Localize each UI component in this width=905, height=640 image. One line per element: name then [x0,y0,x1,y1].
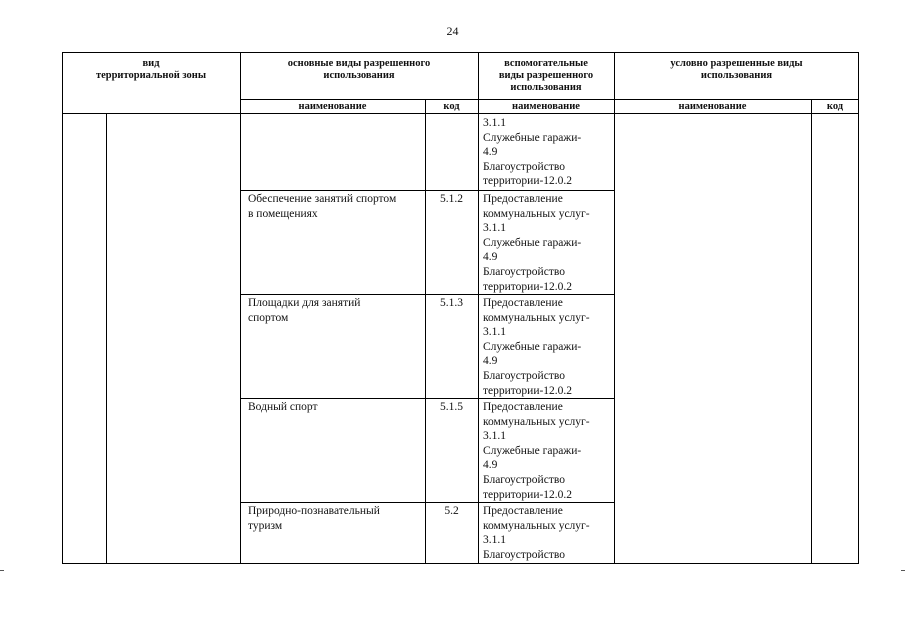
main-name-cell: Площадки для занятий спортом [248,297,361,324]
aux-cell: 3.1.1 Служебные гаражи- 4.9 Благоустройство территории-12.0.2 [483,117,582,188]
table-border-right [858,52,859,564]
table-border-left [62,52,63,564]
col-divider-cond-code [811,99,812,564]
aux-cell: Предоставление коммунальных услуг- 3.1.1 Служебные гаражи- 4.9 Благоустройство территории-12.0.2 [483,193,590,293]
col-divider-main [240,52,241,564]
header-aux: вспомогательные виды разрешенного использования [498,58,594,93]
header-cond-code: код [826,101,844,112]
main-code-cell: 5.1.2 [440,193,463,205]
header-bottom [62,113,859,114]
header-main-name: наименование [298,101,367,112]
row-separator [240,190,615,191]
main-code-cell: 5.2 [444,505,459,517]
aux-cell: Предоставление коммунальных услуг- 3.1.1 Служебные гаражи- 4.9 Благоустройство территории-12.0.2 [483,401,590,501]
table-border-bottom [62,563,859,564]
table-border-top [62,52,859,53]
aux-cell: Предоставление коммунальных услуг- 3.1.1 Благоустройство [483,505,590,561]
col-divider-cond [614,52,615,564]
header-zone: вид территориальной зоны [95,58,207,81]
header-main-code: код [443,101,460,112]
scan-edge-mark [901,570,905,571]
main-code-cell: 5.1.3 [440,297,463,309]
page-number: 24 [446,24,459,38]
scan-edge-mark [0,570,4,571]
col-divider-main-code [425,99,426,564]
main-name-cell: Водный спорт [248,401,318,413]
header-cond-name: наименование [678,101,747,112]
main-name-cell: Природно-познавательный туризм [248,505,380,532]
col-divider-aux [478,52,479,564]
main-code-cell: 5.1.5 [440,401,463,413]
main-name-cell: Обеспечение занятий спортом в помещениях [248,193,397,220]
col-divider-zone-inner [106,113,107,564]
header-main: основные виды разрешенного использования [287,58,431,81]
header-aux-name: наименование [512,101,580,112]
header-subdivider [240,99,859,100]
header-cond: условно разрешенные виды использования [670,58,803,81]
aux-cell: Предоставление коммунальных услуг- 3.1.1 Служебные гаражи- 4.9 Благоустройство территории-12.0.2 [483,297,590,397]
